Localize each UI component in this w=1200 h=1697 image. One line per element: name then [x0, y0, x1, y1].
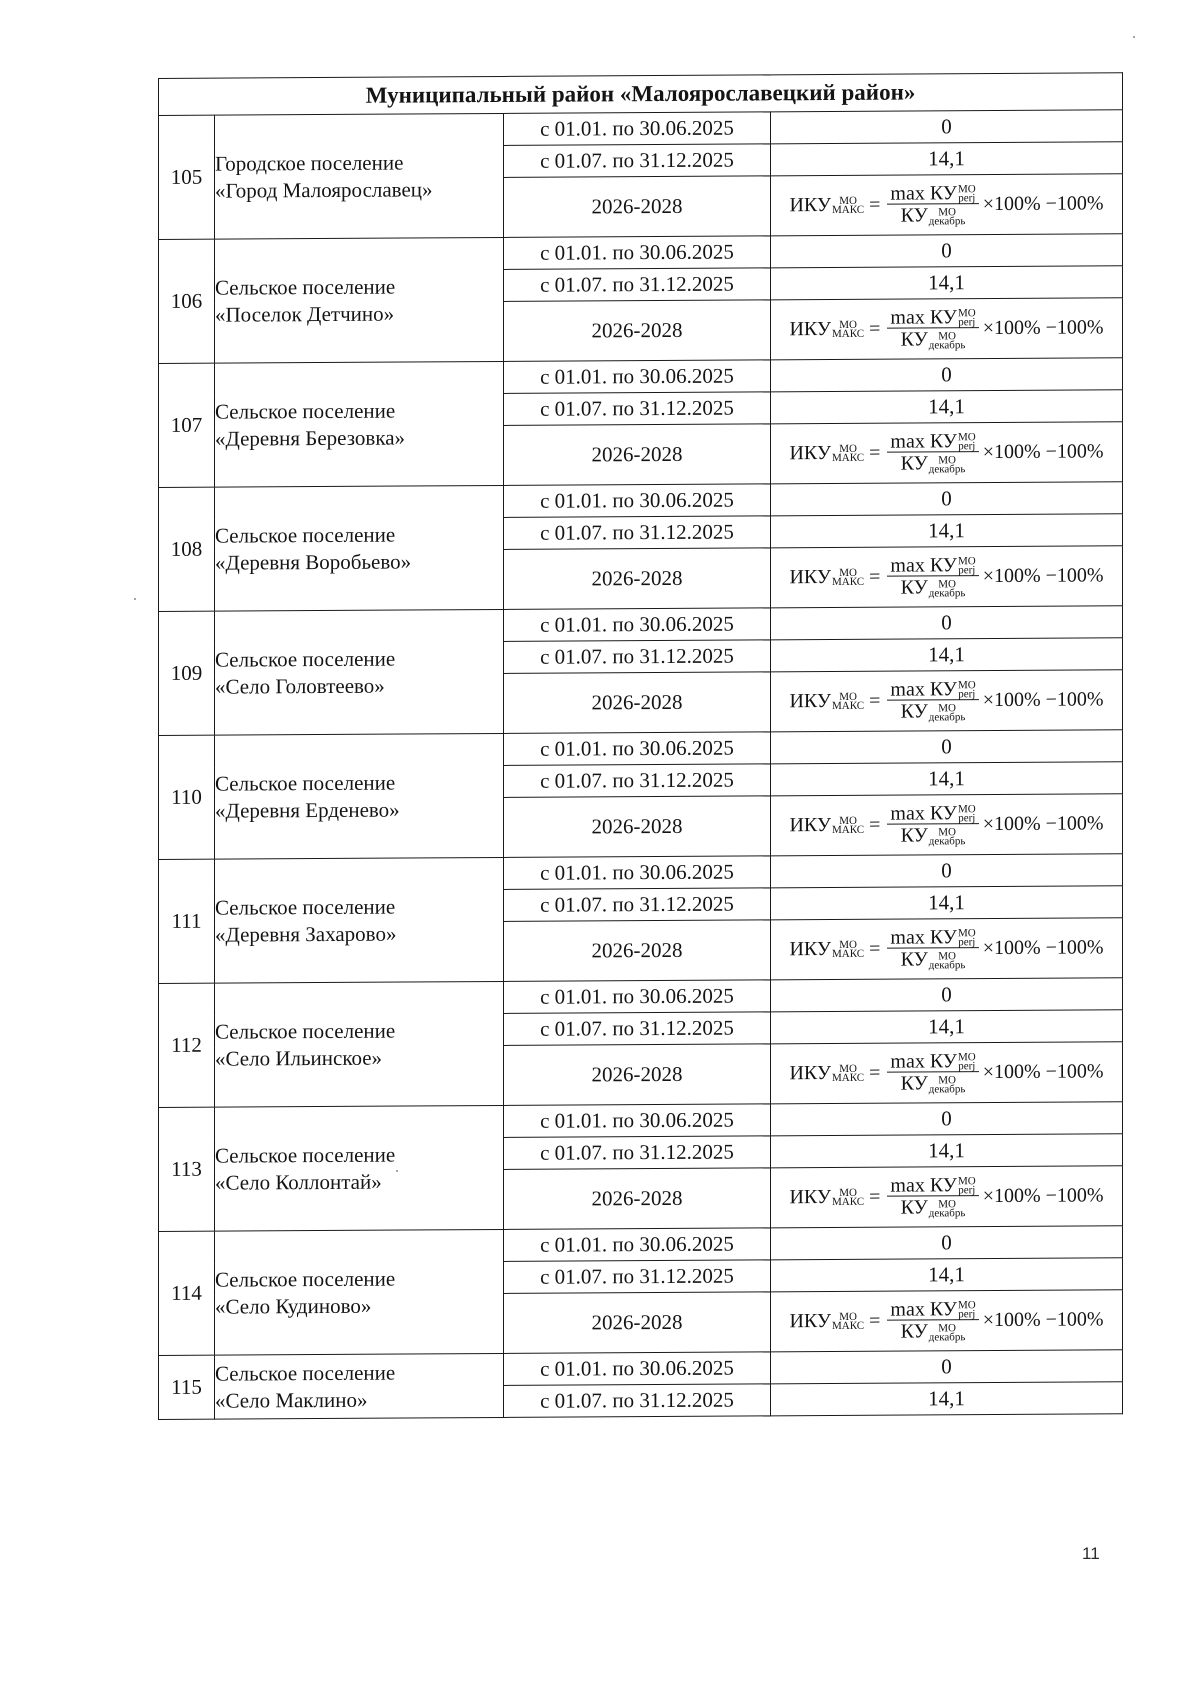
period-cell: с 01.07. по 31.12.2025 [504, 1260, 771, 1294]
years-cell: 2026-2028 [504, 1292, 771, 1354]
settlement-name [215, 733, 504, 859]
formula-cell [771, 1166, 1123, 1228]
period-cell: с 01.01. по 30.06.2025 [504, 980, 771, 1014]
row-number: 111 [159, 859, 215, 983]
settlement-name [215, 1229, 504, 1355]
value-cell: 0 [771, 482, 1123, 516]
settlement-title: «Село Маклино» [215, 1387, 368, 1413]
settlement-title: «Поселок Детчино» [215, 301, 395, 327]
period-cell: с 01.07. по 31.12.2025 [504, 268, 771, 302]
row-number: 110 [159, 735, 215, 859]
settlement-name [215, 981, 504, 1107]
period-cell: с 01.01. по 30.06.2025 [504, 1228, 771, 1262]
period-cell: с 01.07. по 31.12.2025 [504, 888, 771, 922]
period-cell: с 01.07. по 31.12.2025 [504, 1136, 771, 1170]
value-cell: 14,1 [771, 762, 1123, 796]
settlement-type: Сельское поселение [215, 522, 396, 548]
municipal-district-header: Муниципальный район «Малоярославецкий район» [159, 73, 1123, 116]
years-cell: 2026-2028 [504, 1044, 771, 1106]
settlement-type: Сельское поселение [215, 1142, 396, 1168]
value-cell: 14,1 [771, 1010, 1123, 1044]
years-cell: 2026-2028 [504, 672, 771, 734]
settlement-name [215, 361, 504, 487]
settlement-name [215, 1105, 504, 1231]
period-cell: с 01.07. по 31.12.2025 [504, 516, 771, 550]
period-cell: с 01.01. по 30.06.2025 [504, 732, 771, 766]
row-number: 115 [159, 1355, 215, 1419]
value-cell: 0 [771, 110, 1123, 144]
settlement-title: «Деревня Захарово» [215, 921, 397, 947]
max-index-formula: ИКУ МО МАКС = max КУ МО perj КУ МО декабрь ×100% −100% [789, 802, 1104, 848]
settlement-type: Сельское поселение [215, 1360, 396, 1386]
row-number: 106 [159, 239, 215, 363]
years-cell: 2026-2028 [504, 1168, 771, 1230]
value-cell: 0 [771, 1226, 1123, 1260]
max-index-formula: ИКУ МО МАКС = max КУ МО perj КУ МО декабрь ×100% −100% [789, 554, 1104, 600]
formula-cell [771, 1042, 1123, 1104]
settlement-name [215, 237, 504, 363]
settlement-title: «Деревня Березовка» [215, 425, 406, 451]
row-number: 112 [159, 983, 215, 1107]
row-number: 105 [159, 115, 215, 239]
max-index-formula: ИКУ МО МАКС = max КУ МО perj КУ МО декабрь ×100% −100% [789, 1050, 1104, 1096]
years-cell: 2026-2028 [504, 424, 771, 486]
period-cell: с 01.01. по 30.06.2025 [504, 360, 771, 394]
settlement-type: Сельское поселение [215, 770, 396, 796]
settlement-title: «Деревня Воробьево» [215, 548, 412, 575]
scan-speck [1133, 36, 1135, 38]
row-number: 108 [159, 487, 215, 611]
scan-speck [396, 1170, 398, 1172]
period-cell: с 01.07. по 31.12.2025 [504, 1012, 771, 1046]
formula-cell [771, 794, 1123, 856]
settlement-title: «Село Кудиново» [215, 1293, 372, 1319]
settlement-type: Сельское поселение [215, 646, 396, 672]
value-cell: 0 [771, 1350, 1123, 1384]
settlement-type: Сельское поселение [215, 398, 396, 424]
settlement-type: Сельское поселение [215, 894, 396, 920]
settlement-type: Городское поселение [215, 150, 404, 176]
period-cell: с 01.01. по 30.06.2025 [504, 1352, 771, 1386]
period-cell: с 01.07. по 31.12.2025 [504, 640, 771, 674]
years-cell: 2026-2028 [504, 920, 771, 982]
max-index-formula: ИКУ МО МАКС = max КУ МО perj КУ МО декабрь ×100% −100% [789, 1174, 1104, 1220]
value-cell: 14,1 [771, 266, 1123, 300]
max-index-formula: ИКУ МО МАКС = max КУ МО perj КУ МО декабрь ×100% −100% [789, 926, 1104, 972]
period-cell: с 01.07. по 31.12.2025 [504, 392, 771, 426]
value-cell: 14,1 [771, 886, 1123, 920]
period-cell: с 01.07. по 31.12.2025 [504, 1384, 771, 1418]
tariff-table [158, 72, 1123, 1420]
max-index-formula: ИКУ МО МАКС = max КУ МО perj КУ МО декабрь ×100% −100% [789, 306, 1104, 352]
value-cell: 14,1 [771, 638, 1123, 672]
max-index-formula: ИКУ МО МАКС = max КУ МО perj КУ МО декабрь ×100% −100% [789, 678, 1104, 724]
value-cell: 14,1 [771, 142, 1123, 176]
period-cell: с 01.01. по 30.06.2025 [504, 112, 771, 146]
years-cell: 2026-2028 [504, 796, 771, 858]
settlement-title: «Деревня Ерденево» [215, 797, 400, 823]
formula-cell [771, 1290, 1123, 1352]
max-index-formula: ИКУ МО МАКС = max КУ МО perj КУ МО декабрь ×100% −100% [789, 1298, 1104, 1344]
row-number: 107 [159, 363, 215, 487]
settlement-title: «Село Головтеево» [215, 673, 385, 699]
years-cell: 2026-2028 [504, 300, 771, 362]
settlement-title: «Село Ильинское» [215, 1045, 383, 1071]
max-index-formula: ИКУ МО МАКС = max КУ МО perj КУ МО декабрь ×100% −100% [789, 182, 1104, 228]
period-cell: с 01.01. по 30.06.2025 [504, 856, 771, 890]
value-cell: 0 [771, 854, 1123, 888]
settlement-name [215, 485, 504, 611]
period-cell: с 01.07. по 31.12.2025 [504, 144, 771, 178]
value-cell: 0 [771, 234, 1123, 268]
value-cell: 0 [771, 606, 1123, 640]
table-header-row [159, 73, 1123, 116]
row-number: 109 [159, 611, 215, 735]
settlement-name [215, 113, 504, 239]
page-number: 11 [1082, 1544, 1100, 1563]
formula-cell [771, 546, 1123, 608]
period-cell: с 01.01. по 30.06.2025 [504, 1104, 771, 1138]
value-cell: 0 [771, 1102, 1123, 1136]
row-number: 114 [159, 1231, 215, 1355]
formula-cell [771, 918, 1123, 980]
value-cell: 0 [771, 978, 1123, 1012]
formula-cell [771, 422, 1123, 484]
settlement-name [215, 609, 504, 735]
value-cell: 14,1 [771, 1382, 1123, 1416]
value-cell: 0 [771, 358, 1123, 392]
row-number: 113 [159, 1107, 215, 1231]
settlement-type: Сельское поселение [215, 1266, 396, 1292]
max-index-formula: ИКУ МО МАКС = max КУ МО perj КУ МО декабрь ×100% −100% [789, 430, 1104, 476]
formula-cell [771, 174, 1123, 236]
period-cell: с 01.07. по 31.12.2025 [504, 764, 771, 798]
years-cell: 2026-2028 [504, 548, 771, 610]
period-cell: с 01.01. по 30.06.2025 [504, 608, 771, 642]
formula-cell [771, 670, 1123, 732]
value-cell: 14,1 [771, 390, 1123, 424]
settlement-name [215, 857, 504, 983]
period-cell: с 01.01. по 30.06.2025 [504, 484, 771, 518]
settlement-name [215, 1353, 504, 1419]
formula-cell [771, 298, 1123, 360]
value-cell: 14,1 [771, 1134, 1123, 1168]
settlement-type: Сельское поселение [215, 1018, 396, 1044]
years-cell: 2026-2028 [504, 176, 771, 238]
value-cell: 14,1 [771, 1258, 1123, 1292]
settlement-title: «Город Малоярославец» [215, 176, 433, 203]
value-cell: 14,1 [771, 514, 1123, 548]
scan-speck [134, 598, 136, 600]
period-cell: с 01.01. по 30.06.2025 [504, 236, 771, 270]
settlement-type: Сельское поселение [215, 274, 396, 300]
settlement-title: «Село Коллонтай» [215, 1169, 382, 1195]
value-cell: 0 [771, 730, 1123, 764]
